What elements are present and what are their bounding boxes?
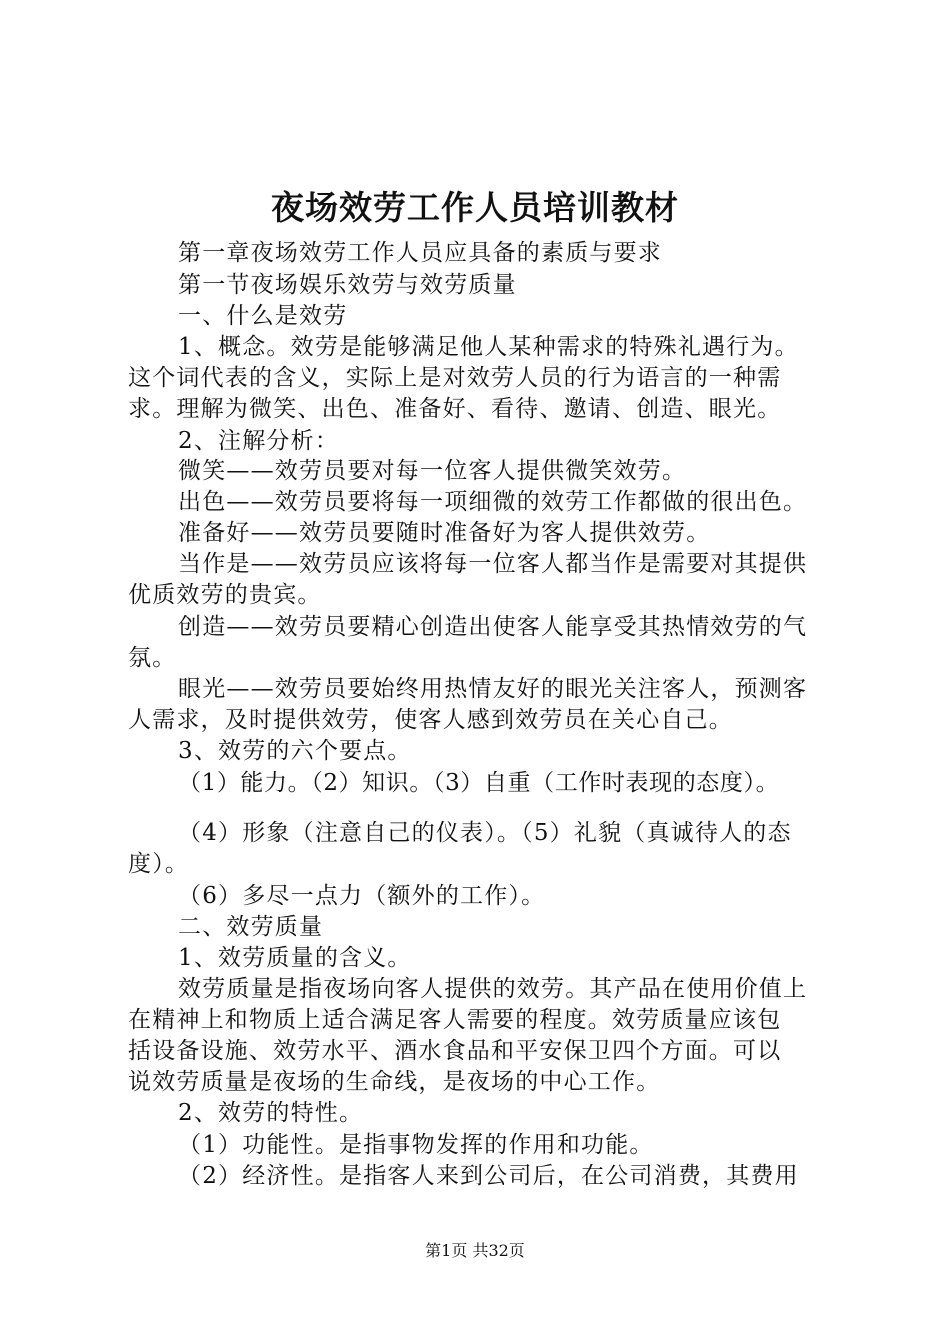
paragraph-line: 人需求，及时提供效劳，使客人感到效劳员在关心自己。: [128, 707, 733, 733]
chapter-heading: 第一章夜场效劳工作人员应具备的素质与要求: [178, 240, 662, 266]
paragraph-line: 优质效劳的贵宾。: [128, 582, 322, 608]
paragraph-line: 求。理解为微笑、出色、准备好、看待、邀请、创造、眼光。: [128, 396, 782, 422]
subsection-heading: 二、效劳质量: [178, 914, 324, 940]
paragraph-line: 准备好——效劳员要随时准备好为客人提供效劳。: [178, 520, 711, 546]
paragraph-line: 2、注解分析：: [178, 428, 340, 454]
paragraph-line: 出色——效劳员要将每一项细微的效劳工作都做的很出色。: [178, 489, 808, 515]
paragraph-line: 1、效劳质量的含义。: [178, 945, 412, 971]
section-heading: 第一节夜场娱乐效劳与效劳质量: [178, 272, 517, 298]
paragraph-line: 氛。: [128, 645, 177, 671]
paragraph-line: 效劳质量是指夜场向客人提供的效劳。其产品在使用价值上: [178, 976, 808, 1002]
document-title: 夜场效劳工作人员培训教材: [271, 188, 679, 227]
paragraph-line: （6）多尽一点力（额外的工作）。: [178, 883, 546, 909]
paragraph-line: 3、效劳的六个要点。: [178, 738, 412, 764]
paragraph-line: 微笑——效劳员要对每一位客人提供微笑效劳。: [178, 458, 687, 484]
paragraph-line: 在精神上和物质上适合满足客人需要的程度。效劳质量应该包: [128, 1007, 782, 1033]
paragraph-line: 括设备设施、效劳水平、酒水食品和平安保卫四个方面。可以: [128, 1038, 782, 1064]
paragraph-line: 当作是——效劳员应该将每一位客人都当作是需要对其提供: [178, 551, 808, 577]
subsection-heading: 一、什么是效劳: [178, 303, 348, 329]
paragraph-line: 1、概念。效劳是能够满足他人某种需求的特殊礼遇行为。: [178, 334, 799, 360]
paragraph-line: 2、效劳的特性。: [178, 1100, 364, 1126]
paragraph-line: 这个词代表的含义，实际上是对效劳人员的行为语言的一种需: [128, 365, 782, 391]
paragraph-line: （1）能力。（2）知识。（3）自重（工作时表现的态度）。: [178, 770, 780, 796]
paragraph-line: （2）经济性。是指客人来到公司后，在公司消费，其费用: [178, 1163, 799, 1189]
paragraph-line: 说效劳质量是夜场的生命线，是夜场的中心工作。: [128, 1069, 661, 1095]
paragraph-line: （4）形象（注意自己的仪表）。（5）礼貌（真诚待人的态: [178, 820, 792, 846]
paragraph-line: 创造——效劳员要精心创造出使客人能享受其热情效劳的气: [178, 614, 808, 640]
paragraph-line: （1）功能性。是指事物发挥的作用和功能。: [178, 1132, 654, 1158]
paragraph-line: 眼光——效劳员要始终用热情友好的眼光关注客人，预测客: [178, 676, 808, 702]
paragraph-line: 度）。: [128, 851, 190, 877]
page-number-footer: 第1页 共32页: [425, 1241, 525, 1260]
